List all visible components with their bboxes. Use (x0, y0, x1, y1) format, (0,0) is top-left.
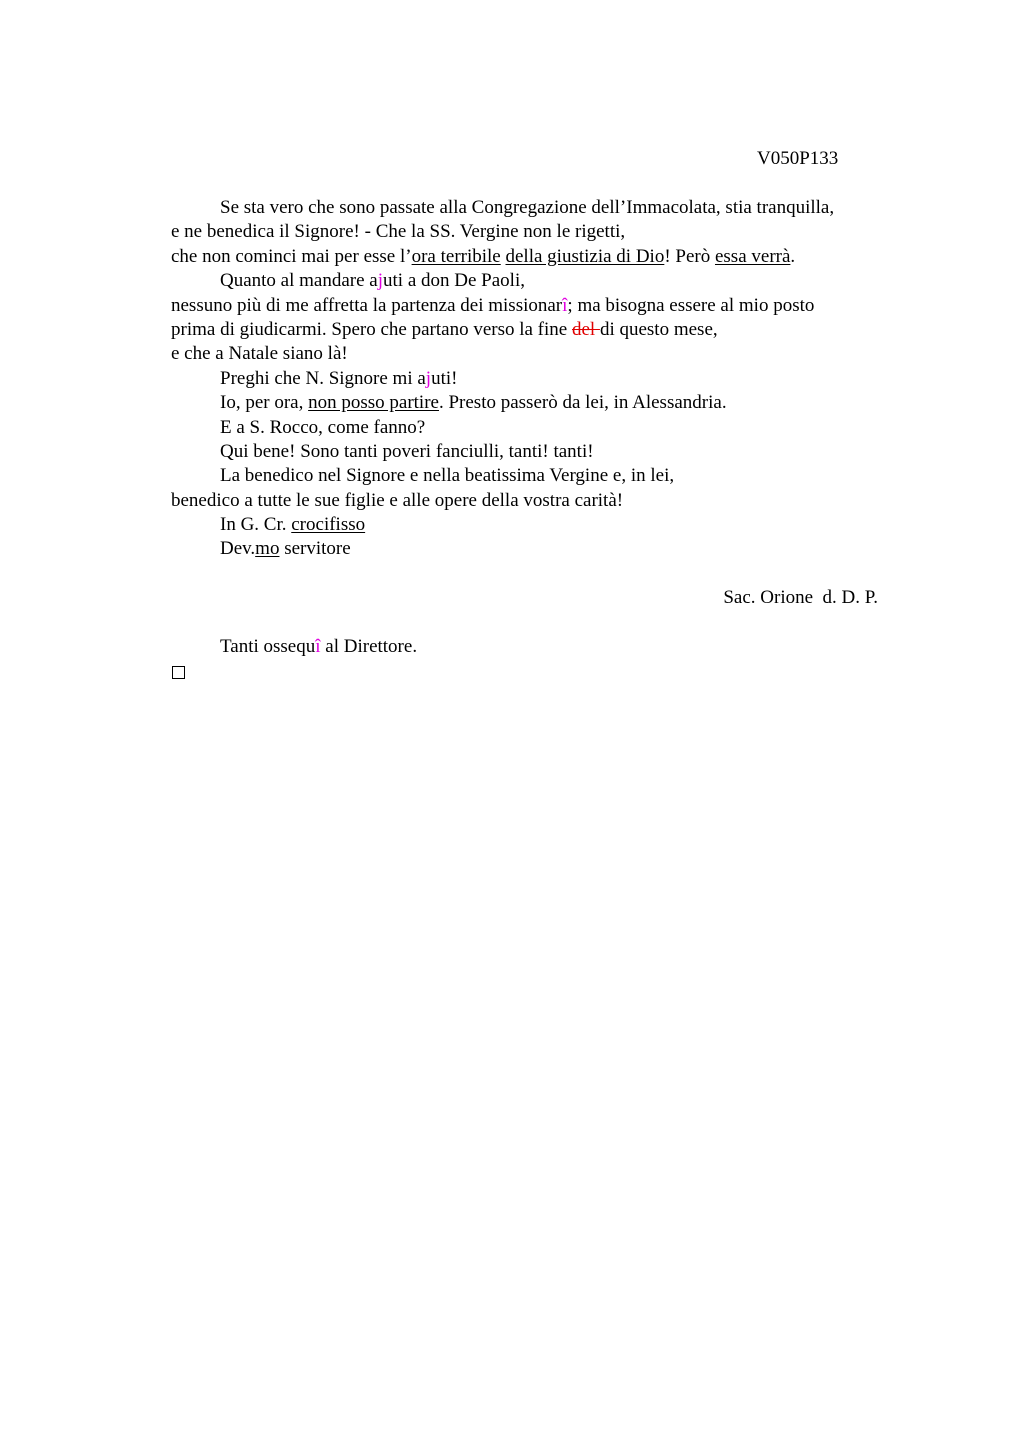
underlined-text: non posso partire (308, 392, 439, 414)
closing-line (171, 513, 891, 537)
underlined-text: essa verrà (714, 245, 791, 267)
text-line (171, 464, 891, 488)
text-run: Se sta vero che sono passate alla Congregazione dell’Immacolata, stia tranquilla, (220, 197, 835, 218)
text-line (171, 294, 891, 318)
text-run: Preghi che N. Signore mi a (220, 367, 426, 389)
text-run: La benedico nel Signore e nella beatissima Vergine e, in lei, (220, 465, 675, 487)
editorial-deletion: del (571, 318, 600, 340)
postscript (171, 635, 891, 659)
text-run: In G. Cr. (220, 514, 292, 536)
text-line (171, 269, 891, 293)
text-run: benedico a tutte le sue figlie e alle opere della vostra carità! (171, 489, 624, 511)
text-run: ! Però (664, 245, 715, 267)
text-line (171, 196, 891, 220)
text-run: servitore (279, 538, 351, 560)
empty-checkbox-icon (172, 666, 185, 679)
text-run: Qui bene! Sono tanti poveri fanciulli, tanti! tanti! (220, 440, 594, 462)
text-run: E a S. Rocco, come fanno? (220, 416, 426, 438)
text-line (171, 342, 891, 366)
text-run: che non cominci mai per esse l’ (171, 245, 412, 267)
letter-body (171, 196, 891, 684)
text-run: ; ma bisogna essere al mio posto (567, 294, 815, 316)
text-run: Io, per ora, (220, 392, 309, 414)
spacer (171, 611, 891, 635)
text-line (171, 318, 891, 342)
text-line (171, 220, 891, 244)
text-run: Dev. (220, 538, 256, 560)
text-run: uti! (431, 367, 458, 389)
editorial-insertion: î (315, 636, 321, 658)
text-run: al Direttore. (320, 636, 418, 658)
text-run: nessuno più di me affretta la partenza dei missionar (171, 294, 563, 316)
text-run: prima di giudicarmi. Spero che partano verso la fine (171, 318, 572, 340)
underlined-text: della giustizia di Dio (505, 245, 665, 267)
editorial-insertion: j (425, 367, 432, 389)
closing-line (171, 537, 891, 561)
spacer (171, 562, 891, 586)
end-marker (171, 659, 891, 683)
page-identifier: V050P133 (757, 148, 839, 169)
text-run: Tanti ossequ (220, 636, 316, 658)
underlined-text: ora terribile (411, 245, 501, 267)
text-line (171, 367, 891, 391)
text-run: e ne benedica il Signore! - Che la SS. Vergine non le rigetti, (171, 221, 626, 243)
text-line (171, 416, 891, 440)
underlined-text: crocifisso (291, 514, 366, 536)
editorial-insertion: j (377, 270, 384, 292)
text-line (171, 489, 891, 513)
text-line (171, 391, 891, 415)
editorial-insertion: î (562, 294, 568, 316)
text-run: e che a Natale siano là! (171, 343, 348, 365)
text-line (171, 245, 891, 269)
underlined-text: mo (255, 538, 280, 560)
text-line (171, 440, 891, 464)
text-run: uti a don De Paoli, (383, 270, 525, 292)
text-run: Quanto al mandare a (220, 270, 378, 292)
signature: Sac. Orione d. D. P. (723, 587, 878, 609)
text-run: . Presto passerò da lei, in Alessandria. (438, 392, 727, 414)
text-run: . (790, 245, 796, 267)
text-run: di questo mese, (599, 318, 718, 340)
